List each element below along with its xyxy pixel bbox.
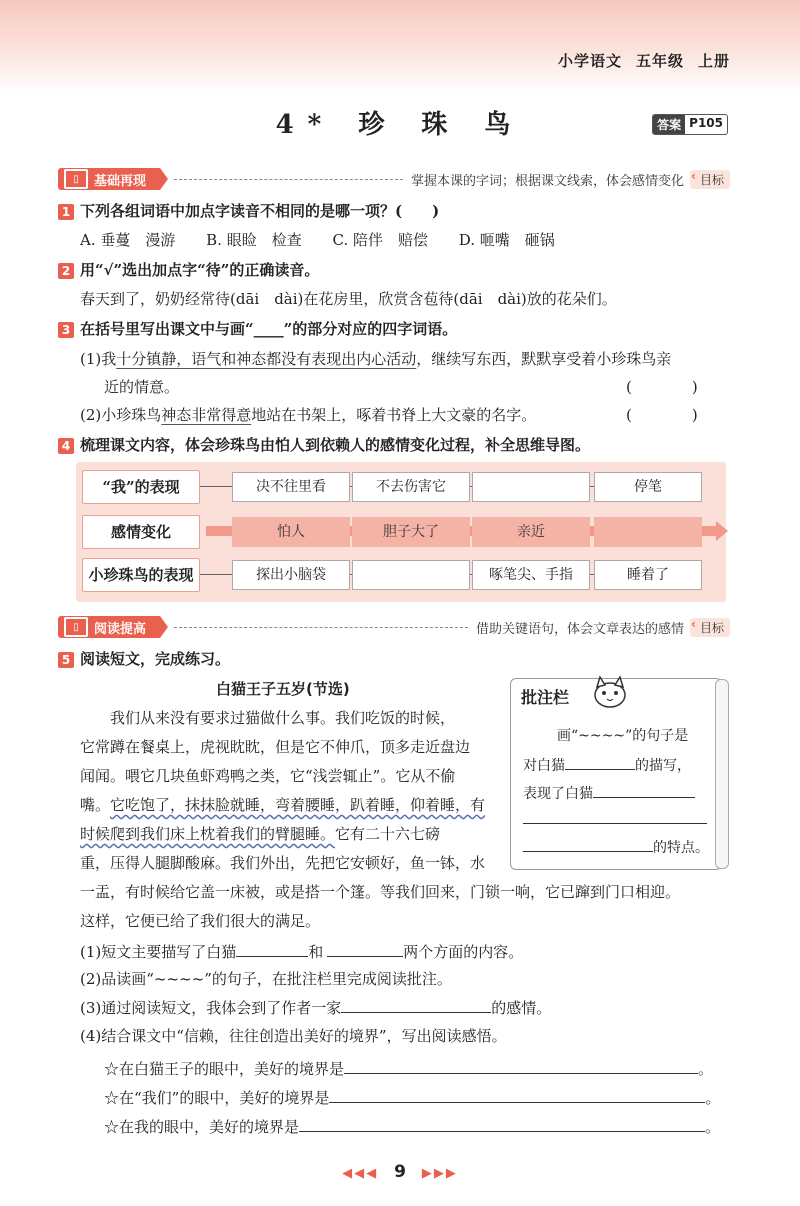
question-5: [58, 650, 230, 668]
sub-question-1: [80, 942, 523, 961]
question-number: 3: [58, 322, 74, 338]
question-3-item-2: [80, 406, 536, 424]
arrow-right-icon: [716, 521, 728, 541]
passage-line: 它常蹲在餐桌上，虎视眈眈，但是它不伸爪，顶多走近盘边: [80, 738, 471, 756]
annotation-line: [523, 783, 695, 803]
map-cell: 亲近: [472, 517, 590, 547]
left-arrows-icon: ◀◀◀: [342, 1166, 379, 1181]
reflection-3: [104, 1117, 720, 1136]
scroll-roll: [715, 679, 729, 869]
map-row-label: 小珍珠鸟的表现: [82, 558, 200, 592]
section-tag: [58, 168, 160, 190]
annotation-text: 表现了白猫: [523, 786, 593, 802]
blank-field[interactable]: [523, 837, 653, 852]
blank-field[interactable]: [344, 1059, 698, 1074]
blank-field[interactable]: [593, 783, 695, 798]
section-banner-basic: [58, 168, 730, 190]
sub-text: 。: [698, 1060, 714, 1078]
map-row-label: 感情变化: [82, 515, 200, 549]
divider: [174, 179, 403, 180]
map-cell: 探出小脑袋: [232, 560, 350, 590]
map-cell: 胆子大了: [352, 517, 470, 547]
annotation-text: 对白猫: [523, 758, 565, 774]
underlined-phrase: 十分镇静，语气和神态都没有表现出内心活动: [116, 350, 417, 368]
blank-field[interactable]: [236, 942, 308, 957]
answer-paren-1[interactable]: ( ): [626, 378, 698, 396]
goal-tag: ‹ 目标: [690, 618, 730, 637]
divider: [174, 627, 468, 628]
question-3-item-1-cont: 近的情意。: [104, 378, 180, 396]
map-cell-blank[interactable]: [472, 472, 590, 502]
annotation-title: 批注栏: [521, 688, 570, 707]
annotation-box: [510, 678, 722, 870]
section-tag: [58, 616, 160, 638]
grade-label: 五年级: [635, 52, 684, 70]
annotation-line: [523, 755, 691, 775]
option-b[interactable]: B. 眼睑 检查: [206, 231, 302, 249]
sub-text: (1)短文主要描写了白猫: [80, 943, 237, 961]
question-text: 用“√”选出加点字“待”的正确读音。: [80, 261, 320, 279]
page-number-value: 9: [394, 1162, 406, 1182]
sub-text: 。: [705, 1089, 721, 1107]
map-cell: 停笔: [594, 472, 702, 502]
sub-question-3: [80, 998, 551, 1017]
question-1-options: [80, 231, 581, 249]
mind-map: [76, 462, 726, 602]
wavy-sentence: 它吃饱了，抹抹脸就睡，弯着腰睡，趴着睡，仰着睡，有: [110, 796, 486, 814]
passage: [80, 704, 500, 878]
sub-text: ☆在白猫王子的眼中，美好的境界是: [104, 1060, 345, 1078]
section-goal: 掌握本课的字词；根据课文线索，体会感情变化: [410, 173, 684, 189]
passage-title: 白猫王子五岁(节选): [216, 680, 350, 698]
header-band: [0, 0, 800, 92]
volume-label: 上册: [697, 52, 730, 70]
section-banner-reading: [58, 616, 730, 638]
map-cell-blank[interactable]: [594, 517, 702, 547]
book-icon: ▯: [64, 617, 88, 637]
question-3-item-1: [80, 350, 671, 368]
passage-line: [80, 820, 500, 849]
goal-tag: ‹ 目标: [690, 170, 730, 189]
item-text: ，继续写东西，默默享受着小珍珠鸟亲: [416, 350, 672, 368]
section-goal: 借助关键语句，体会文章表达的感情: [475, 621, 684, 637]
section-tag-label: 基础再现: [94, 173, 147, 189]
map-row-label: “我”的表现: [82, 470, 200, 504]
sub-text: 两个方面的内容。: [403, 943, 524, 961]
question-3: [58, 320, 457, 338]
passage-text: 嘴。: [80, 796, 111, 814]
annotation-line: 画“~~~~”的句子是: [557, 728, 689, 744]
question-number: 5: [58, 652, 74, 668]
blank-field[interactable]: [329, 1088, 705, 1103]
sub-text: ☆在“我们”的眼中，美好的境界是: [104, 1089, 330, 1107]
item-text: 地站在书架上，啄着书脊上大文豪的名字。: [251, 406, 537, 424]
option-a[interactable]: A. 垂蔓 漫游: [80, 231, 176, 249]
answer-reference: [652, 114, 728, 135]
question-number: 1: [58, 204, 74, 220]
passage-line: 这样，它便已给了我们很大的满足。: [80, 912, 321, 930]
question-4: [58, 436, 590, 454]
map-cell: 睡着了: [594, 560, 702, 590]
sub-question-2: (2)品读画“~~~~”的句子，在批注栏里完成阅读批注。: [80, 970, 452, 988]
answer-label: 答案: [653, 115, 685, 134]
sub-text: 。: [705, 1118, 721, 1136]
passage-line: 闻闻。喂它几块鱼虾鸡鸭之类，它“浅尝辄止”。它从不偷: [80, 767, 456, 785]
map-cell: 怕人: [232, 517, 350, 547]
blank-field[interactable]: [341, 998, 491, 1013]
reflection-2: [104, 1088, 720, 1107]
answer-paren-2[interactable]: ( ): [626, 406, 698, 424]
map-cell: 决不往里看: [232, 472, 350, 502]
map-cell: 不去伤害它: [352, 472, 470, 502]
option-d[interactable]: D. 咂嘴 砸锅: [458, 231, 555, 249]
option-c[interactable]: C. 陪伴 赔偿: [332, 231, 428, 249]
question-text: 在括号里写出课文中与画“____”的部分对应的四字词语。: [80, 320, 458, 338]
book-icon: ▯: [64, 169, 88, 189]
annotation-line: [523, 809, 707, 828]
sub-text: 和: [308, 943, 324, 961]
question-1: [58, 202, 439, 220]
cat-icon: [591, 675, 629, 709]
right-arrows-icon: ▶▶▶: [421, 1166, 458, 1181]
blank-field[interactable]: [299, 1117, 705, 1132]
subject-label: 小学语文: [557, 52, 622, 70]
map-cell-blank[interactable]: [352, 560, 470, 590]
question-number: 2: [58, 263, 74, 279]
sub-question-4: (4)结合课文中“信赖，往往创造出美好的境界”，写出阅读感悟。: [80, 1027, 507, 1045]
blank-field[interactable]: [327, 942, 403, 957]
blank-field[interactable]: [565, 755, 635, 770]
question-text: 下列各组词语中加点字读音不相同的是哪一项？( ): [80, 202, 440, 220]
wavy-sentence: 时候爬到我们床上枕着我们的臂腿睡。: [80, 825, 336, 843]
question-text: 阅读短文，完成练习。: [80, 650, 231, 668]
passage-cont: [80, 878, 740, 936]
map-cell: 啄笔尖、手指: [472, 560, 590, 590]
question-2-sentence: 春天到了，奶奶经常待(dāi dài)在花房里，欣赏含苞待(dāi dài)放的花朵们。: [80, 290, 617, 308]
underlined-phrase: 神态非常得意: [161, 406, 252, 424]
lesson-title: 4* 珍 珠 鸟: [275, 110, 525, 140]
passage-line: 重，压得人腿脚酸麻。我们外出，先把它安顿好，鱼一钵，水: [80, 854, 486, 872]
section-tag-label: 阅读提高: [94, 621, 147, 637]
item-text: (2)小珍珠鸟: [80, 406, 162, 424]
sub-text: 的感情。: [491, 999, 552, 1017]
question-2: [58, 261, 319, 279]
annotation-line: [523, 837, 709, 857]
passage-line: [80, 791, 500, 820]
page-number: [0, 1162, 800, 1182]
annotation-text: 的特点。: [653, 840, 709, 856]
sub-text: ☆在我的眼中，美好的境界是: [104, 1118, 300, 1136]
answer-page: P105: [689, 116, 723, 130]
annotation-text: 的描写，: [635, 758, 691, 774]
passage-line: 我们从来没有要求过猫做什么事。我们吃饭的时候，: [110, 709, 456, 727]
question-number: 4: [58, 438, 74, 454]
passage-text: 它有二十六七磅: [335, 825, 441, 843]
sub-text: (3)通过阅读短文，我体会到了作者一家: [80, 999, 342, 1017]
passage-line: 一盂，有时候给它盖一床被，或是搭一个篷。等我们回来，门锁一响，它已蹿到门口相迎。: [80, 883, 681, 901]
reflection-1: [104, 1059, 713, 1078]
book-label: [544, 50, 730, 71]
question-text: 梳理课文内容，体会珍珠鸟由怕人到依赖人的感情变化过程，补全思维导图。: [80, 436, 591, 454]
item-text: (1)我: [80, 350, 117, 368]
blank-field[interactable]: [523, 809, 707, 824]
